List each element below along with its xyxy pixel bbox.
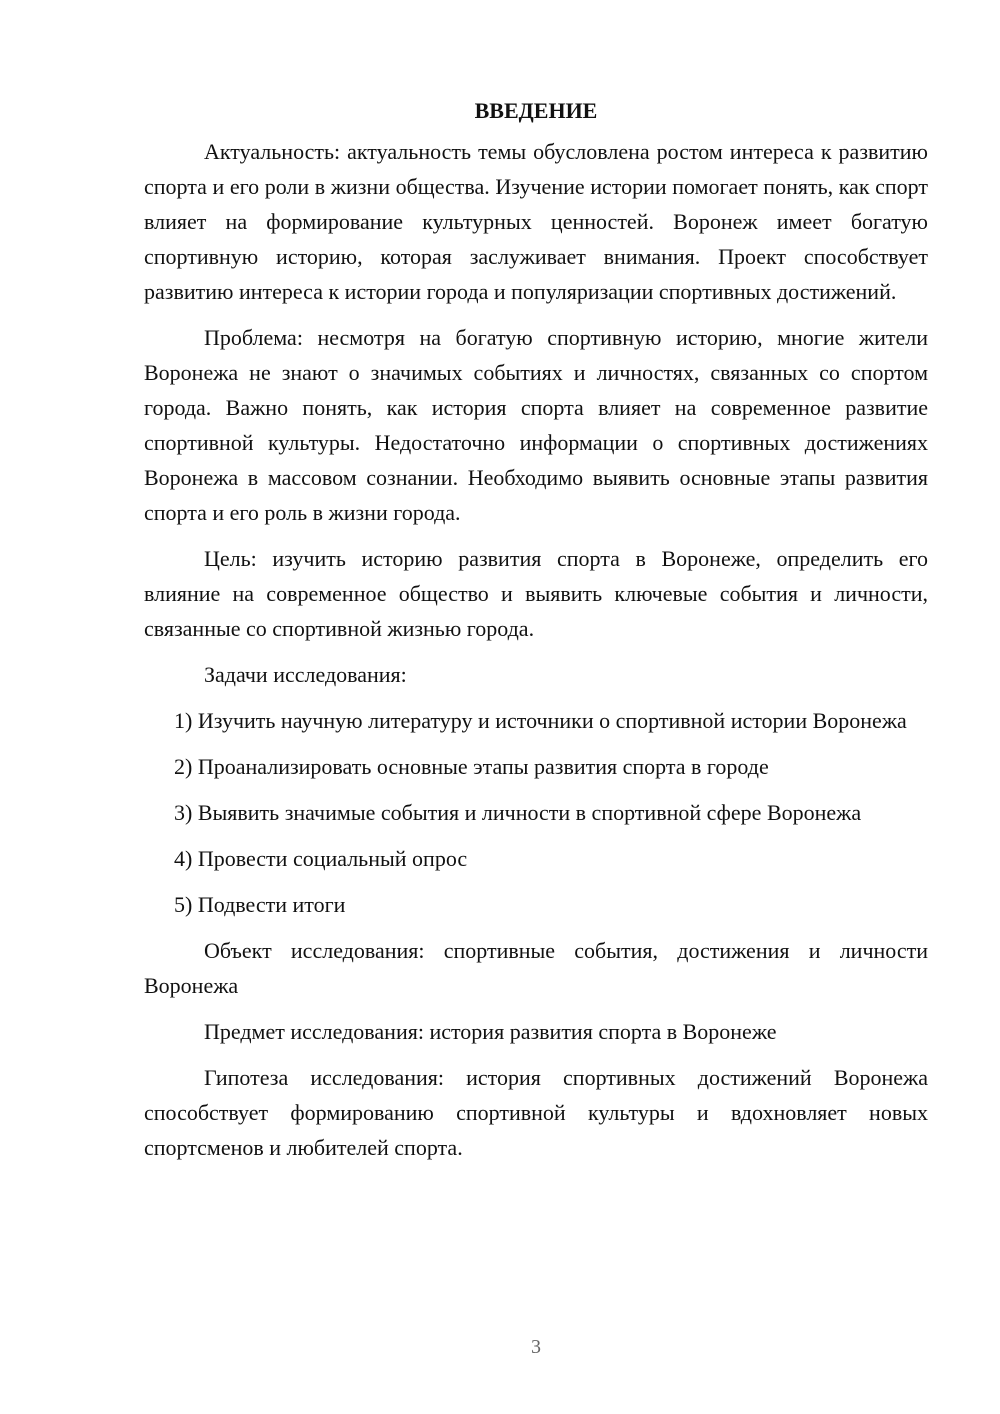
research-object-paragraph: Объект исследования: спортивные события, достижения и личности Воронежа (144, 938, 928, 998)
task-item-5: 5) Подвести итоги (174, 892, 346, 917)
relevance-paragraph: Актуальность: актуальность темы обусловлена ростом интереса к развитию спорта и его роли в жизни общества. Изучение истории помогает понять, как спорт влияет на формирование культурных ценностей. Воронеж имеет богатую спортивную историю, которая заслуживает внимания. Проект способствует развитию интереса к истории города и популяризации спортивных достижений. (144, 139, 928, 304)
document-body (144, 92, 928, 1176)
problem-paragraph: Проблема: несмотря на богатую спортивную историю, многие жители Воронежа не знают о значимых событиях и личностях, связанных со спортом города. Важно понять, как история спорта влияет на современное развитие спортивной культуры. Недостаточно информации о спортивных достижениях Воронежа в массовом сознании. Необходимо выявить основные этапы развития спорта и его роль в жизни города. (144, 325, 928, 525)
task-item-4: 4) Провести социальный опрос (174, 846, 468, 871)
goal-paragraph: Цель: изучить историю развития спорта в Воронеже, определить его влияние на современное общество и выявить ключевые события и личности, связанные со спортивной жизнью города. (144, 546, 928, 641)
section-title: ВВЕДЕНИЕ (474, 98, 598, 123)
task-item-3: 3) Выявить значимые события и личности в спортивной сфере Воронежа (174, 800, 862, 825)
task-item-1: 1) Изучить научную литературу и источники о спортивной истории Воронежа (174, 708, 907, 733)
task-item-2: 2) Проанализировать основные этапы развития спорта в городе (174, 754, 769, 779)
tasks-heading: Задачи исследования: (204, 662, 407, 687)
page-number: 3 (531, 1336, 541, 1358)
hypothesis-paragraph: Гипотеза исследования: история спортивных достижений Воронежа способствует формированию спортивной культуры и вдохновляет новых спортсменов и любителей спорта. (144, 1065, 928, 1160)
research-subject-paragraph: Предмет исследования: история развития спорта в Воронеже (204, 1019, 777, 1044)
